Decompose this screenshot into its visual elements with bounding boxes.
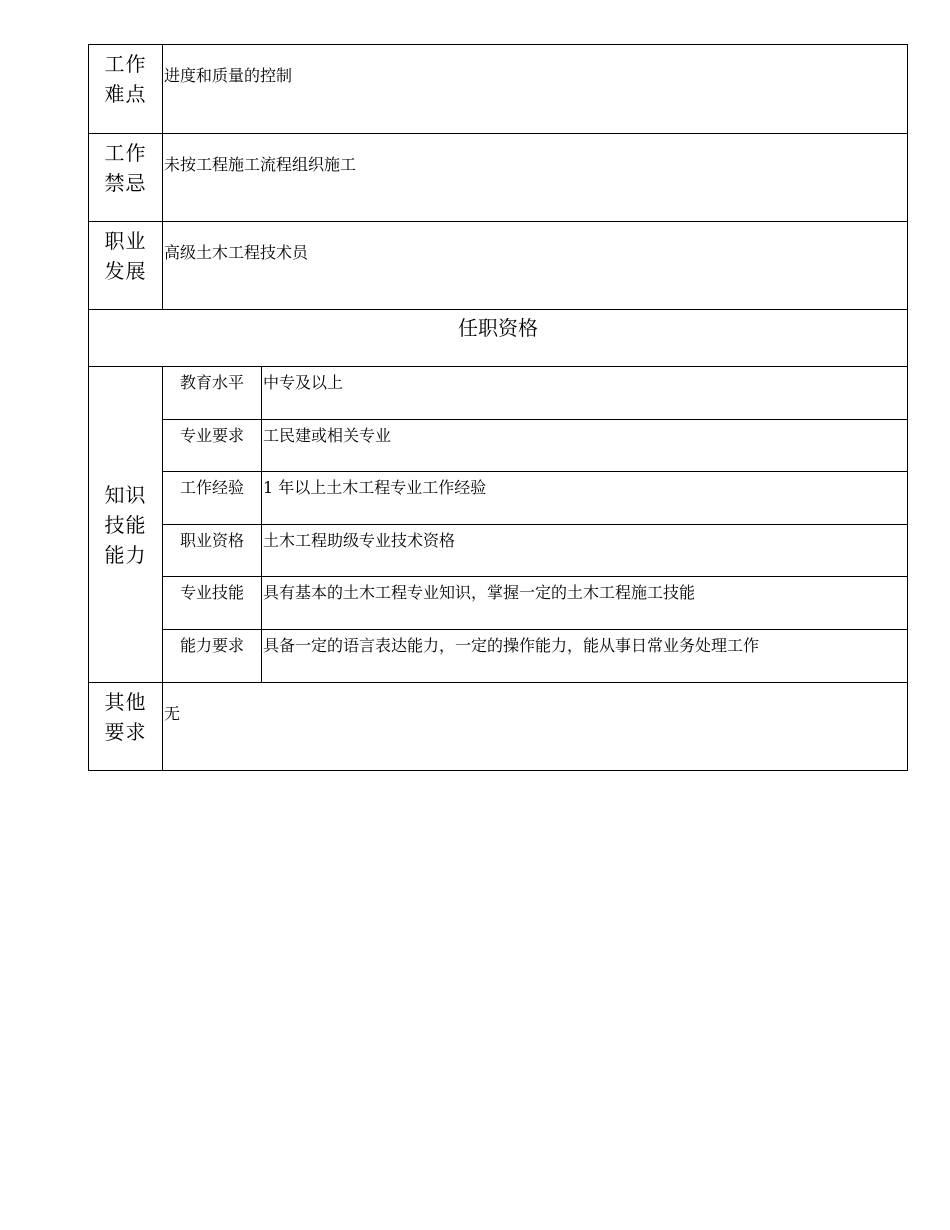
- row-section-qualifications: [89, 310, 908, 367]
- item-value-education: 中专及以上: [262, 367, 908, 420]
- row-career-development: [89, 222, 908, 310]
- job-description-table: [88, 44, 908, 771]
- item-name-certification: 职业资格: [163, 525, 262, 577]
- item-name-ability: 能力要求: [163, 630, 262, 683]
- value-work-taboo: 未按工程施工流程组织施工: [163, 134, 908, 222]
- value-career-development: 高级土木工程技术员: [163, 222, 908, 310]
- label-work-taboo: 工作 禁忌: [89, 134, 163, 222]
- job-description-sheet: [88, 44, 907, 771]
- value-work-difficulty: 进度和质量的控制: [163, 45, 908, 134]
- item-name-education: 教育水平: [163, 367, 262, 420]
- row-ability: [89, 630, 908, 683]
- label-career-development: 职业 发展: [89, 222, 163, 310]
- row-experience: [89, 472, 908, 525]
- label-knowledge-skills-abilities: 知识 技能 能力: [89, 367, 163, 683]
- row-work-difficulty: [89, 45, 908, 134]
- item-value-certification: 土木工程助级专业技术资格: [262, 525, 908, 577]
- item-value-experience: 1 年以上土木工程专业工作经验: [262, 472, 908, 525]
- row-certification: [89, 525, 908, 577]
- row-skills: [89, 577, 908, 630]
- label-work-difficulty: 工作 难点: [89, 45, 163, 134]
- item-name-skills: 专业技能: [163, 577, 262, 630]
- item-name-major: 专业要求: [163, 420, 262, 472]
- row-other-requirements: [89, 683, 908, 771]
- item-value-skills: 具有基本的土木工程专业知识，掌握一定的土木工程施工技能: [262, 577, 908, 630]
- label-other-requirements: 其他 要求: [89, 683, 163, 771]
- item-value-major: 工民建或相关专业: [262, 420, 908, 472]
- item-value-ability: 具备一定的语言表达能力，一定的操作能力，能从事日常业务处理工作: [262, 630, 908, 683]
- value-other-requirements: 无: [163, 683, 908, 771]
- row-education: [89, 367, 908, 420]
- section-title-qualifications: 任职资格: [89, 310, 908, 367]
- row-major: [89, 420, 908, 472]
- item-name-experience: 工作经验: [163, 472, 262, 525]
- row-work-taboo: [89, 134, 908, 222]
